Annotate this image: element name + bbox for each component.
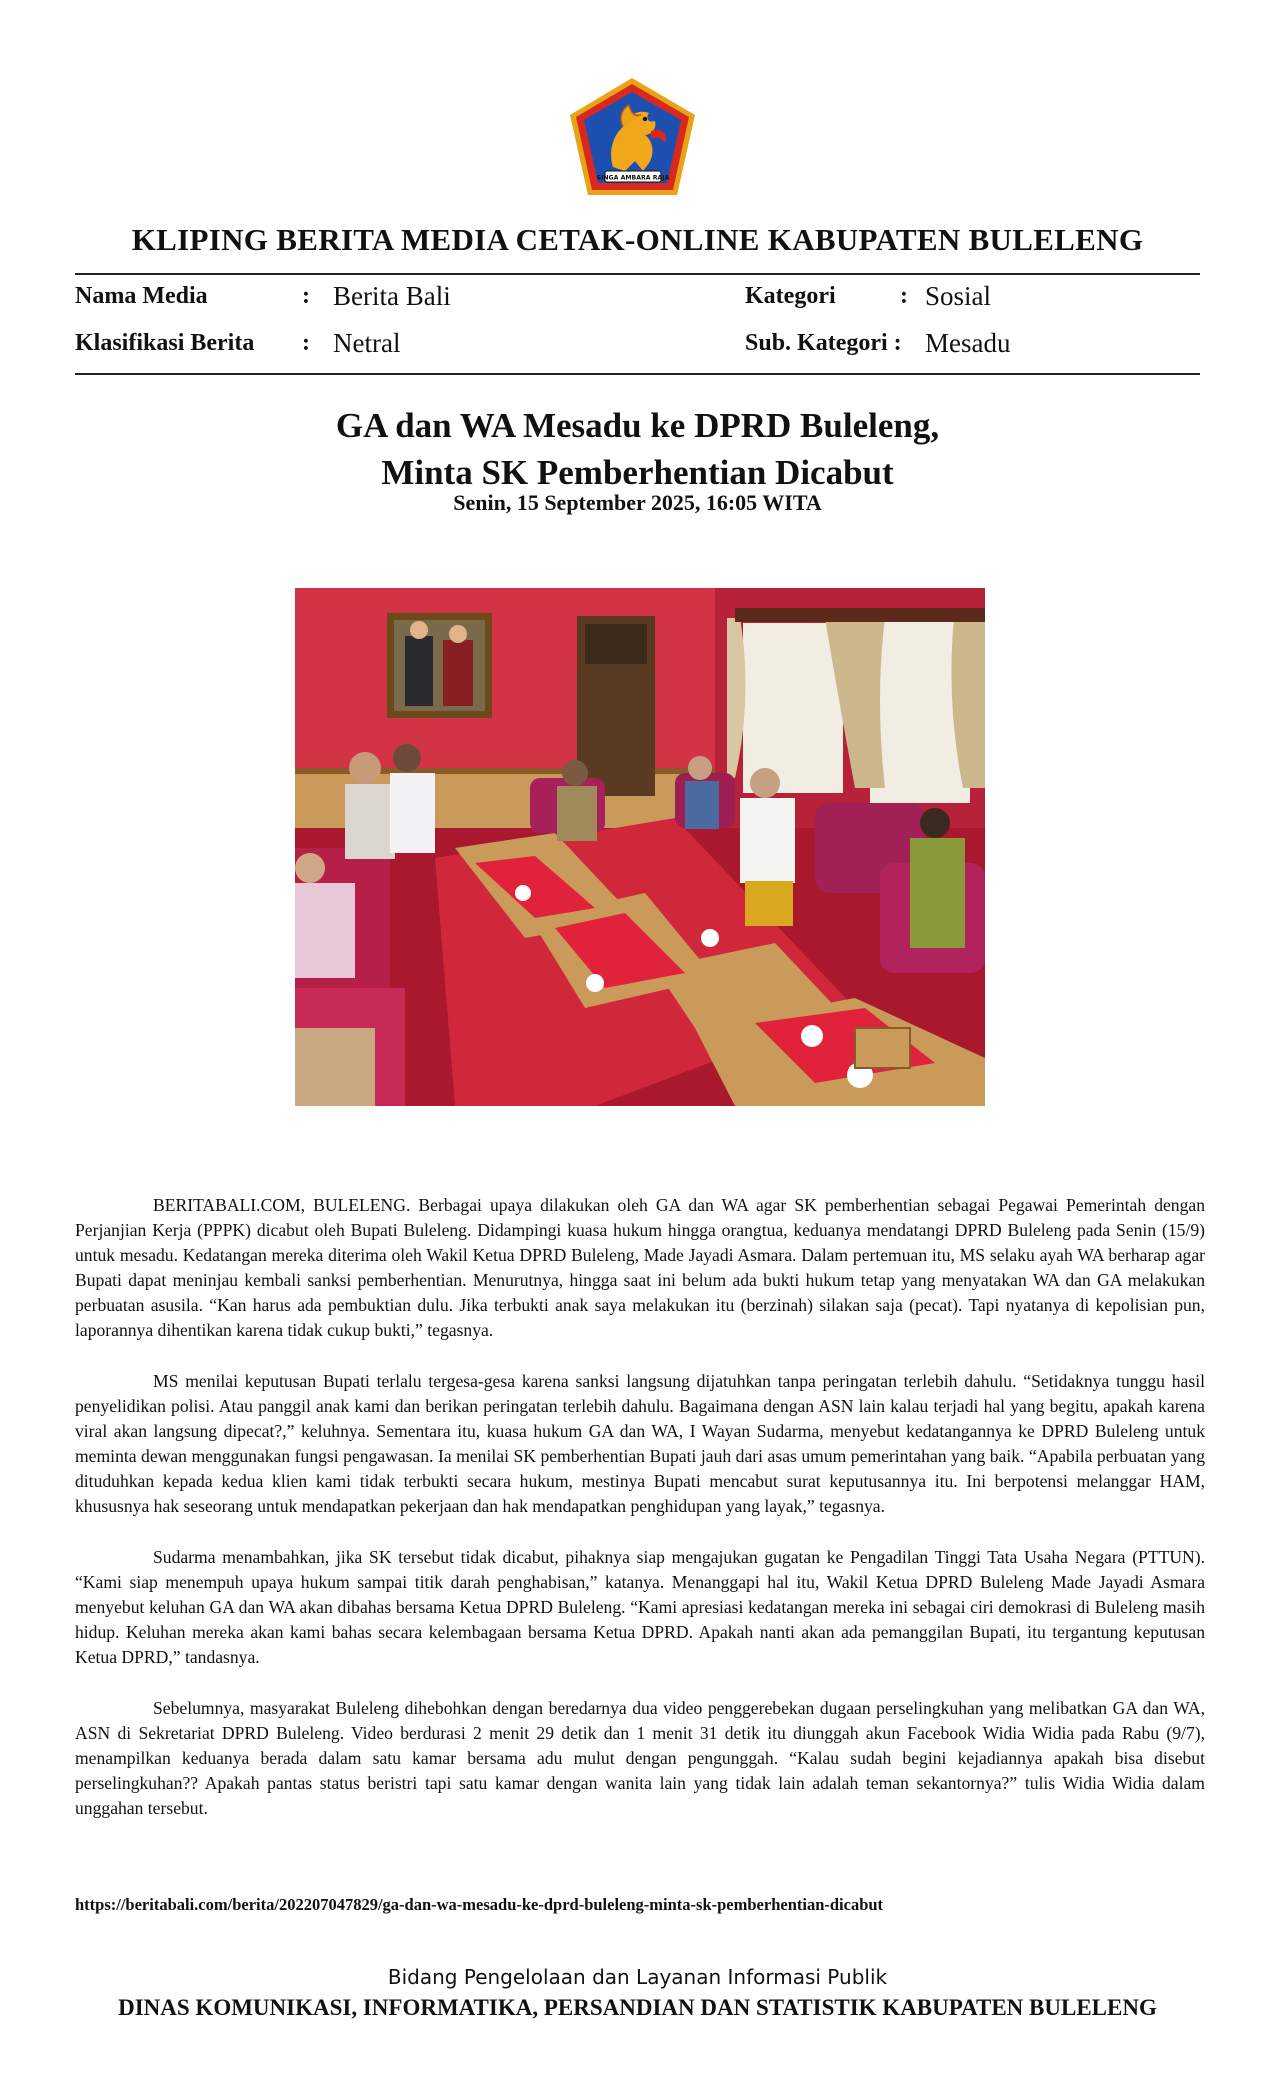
clipping-title: KLIPING BERITA MEDIA CETAK-ONLINE KABUPATEN BULELENG (131, 222, 1144, 257)
sub-kategori-value: Mesadu (925, 328, 1011, 358)
article-source-url[interactable]: https://beritabali.com/berita/202207047829/ga-dan-wa-mesadu-ke-dprd-buleleng-minta-sk-pemberhentian-dicabut (75, 1895, 884, 1914)
article-photo (295, 588, 985, 1106)
article-dateline: Senin, 15 September 2025, 16:05 WITA (453, 490, 822, 515)
kategori-colon: : (900, 283, 908, 309)
sub-kategori-label: Sub. Kategori : (745, 330, 902, 356)
kategori-value: Sosial (925, 281, 992, 311)
klasifikasi-berita-colon: : (302, 330, 310, 356)
nama-media-label: Nama Media (75, 283, 208, 309)
emblem-motto-text: SINGA AMBARA RAJA (596, 174, 670, 182)
footer-division-name: Bidang Pengelolaan dan Layanan Informasi Publik (387, 1965, 888, 1989)
klasifikasi-berita-label: Klasifikasi Berita (75, 330, 255, 356)
article-paragraph-1: BERITABALI.COM, BULELENG. Berbagai upaya dilakukan oleh GA dan WA agar SK pemberhentian sebagai Pegawai Pemerintah dengan Perjanjian Kerja (PPPK) dicabut oleh Bupati Buleleng. Didampingi kuasa hukum hingga orangtua, keduanya mendatangi DPRD Buleleng pada Senin (15/9) untuk mesadu. Kedatangan mereka diterima oleh Wakil Ketua DPRD Buleleng, Made Jayadi Asmara. Dalam pertemuan itu, MS selaku ayah WA berharap agar Bupati dapat meninjau kembali sanksi pemberhentian. Menurutnya, hingga saat ini belum ada bukti hukum tetap yang menyatakan WA dan GA melakukan perbuatan asusila. “Kan harus ada pembuktian dulu. Jika terbukti anak saya melakukan itu (berzinah) silakan saja (pecat). Tapi nyatanya di kepolisian pun, laporannya dihentikan karena tidak cukup bukti,” tegasnya. (75, 1195, 1205, 1340)
nama-media-colon: : (302, 283, 310, 309)
kategori-label: Kategori (745, 283, 836, 309)
meta-divider (75, 373, 1200, 375)
footer-agency-name: DINAS KOMUNIKASI, INFORMATIKA, PERSANDIAN DAN STATISTIK KABUPATEN BULELENG (118, 1995, 1157, 2020)
article-paragraph-2: MS menilai keputusan Bupati terlalu tergesa-gesa karena sanksi langsung dijatuhkan tanpa peringatan terlebih dahulu. “Setidaknya tunggu hasil penyelidikan polisi. Atau panggil anak kami dan berikan peringatan terlebih dahulu. Bagaimana dengan ASN lain kalau terjadi hal yang begitu, apakah karena viral akan langsung dipecat?,” keluhnya. Sementara itu, kuasa hukum GA dan WA, I Wayan Sudarma, menyebut kedatangannya ke DPRD Buleleng untuk meminta dewan menggunakan fungsi pengawasan. Ia menilai SK pemberhentian Bupati jauh dari asas umum pemerintahan yang baik. “Apabila perbuatan yang dituduhkan kepada kedua klien kami tidak terbukti secara hukum, mestinya Bupati mencabut surat keputusannya itu. Ini berpotensi melanggar HAM, khususnya hak seseorang untuk mendapatkan pekerjaan dan hak mendapatkan penghidupan yang layak,” tegasnya. (75, 1371, 1205, 1516)
regency-emblem-logo (565, 75, 700, 200)
top-divider (75, 273, 1200, 275)
klasifikasi-berita-value: Netral (333, 328, 401, 358)
nama-media-value: Berita Bali (333, 281, 451, 311)
article-paragraph-3: Sudarma menambahkan, jika SK tersebut tidak dicabut, pihaknya siap mengajukan gugatan ke Pengadilan Tinggi Tata Usaha Negara (PTTUN). “Kami siap menempuh upaya hukum sampai titik darah penghabisan,” katanya. Menanggapi hal itu, Wakil Ketua DPRD Buleleng Made Jayadi Asmara menyebut keluhan GA dan WA akan dibahas bersama Ketua DPRD Buleleng. “Kami apresiasi kedatangan mereka ini sebagai ciri demokrasi di Buleleng masih hidup. Keluhan mereka akan kami bahas secara kelembagaan bersama Ketua DPRD. Apakah nanti akan ada pemanggilan Bupati, itu tergantung keputusan Ketua DPRD,” tandasnya. (75, 1547, 1205, 1667)
singa-ambara-raja-emblem-icon (565, 75, 700, 200)
headline-line-2: Minta SK Pemberhentian Dicabut (381, 453, 894, 492)
headline-line-1: GA dan WA Mesadu ke DPRD Buleleng, (335, 406, 940, 445)
article-body (75, 1193, 1205, 1847)
article-headline (0, 402, 1275, 496)
article-paragraph-4: Sebelumnya, masyarakat Buleleng dihebohkan dengan beredarnya dua video penggerebekan dugaan perselingkuhan yang melibatkan GA dan WA, ASN di Sekretariat DPRD Buleleng. Video berdurasi 2 menit 29 detik dan 1 menit 31 detik itu diunggah akun Facebook Widia Widia pada Rabu (9/7), menampilkan keduanya berada dalam satu kamar bersama adu mulut dengan pengunggah. “Kalau sudah begini kejadiannya apakah bisa disebut perselingkuhan?? Apakah pantas status beristri tapi satu kamar dengan wanita lain yang tidak lain adalah teman sekantornya?” tulis Widia Widia dalam unggahan tersebut. (75, 1698, 1205, 1818)
